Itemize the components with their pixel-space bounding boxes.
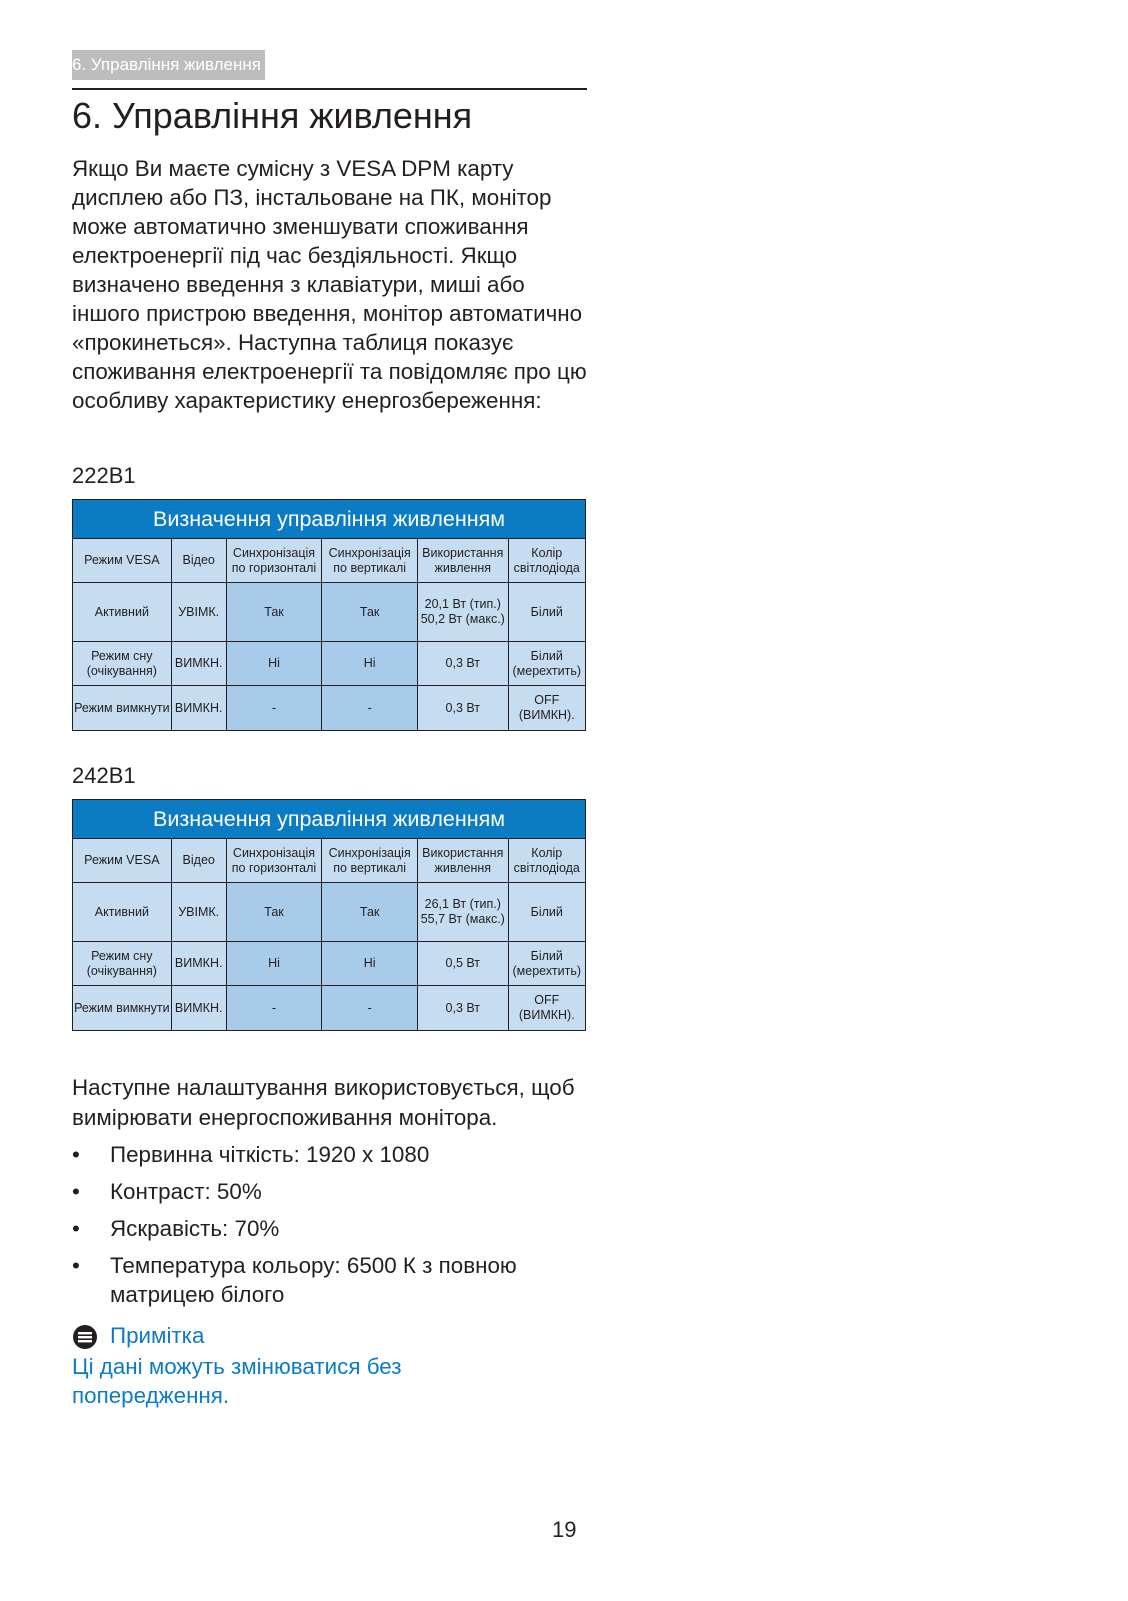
table-cell: Ні — [322, 642, 418, 686]
column-header: Відео — [171, 839, 226, 883]
table-row — [73, 942, 586, 986]
table-cell: Режим вимкнути — [73, 986, 172, 1031]
table-cell: - — [226, 986, 322, 1031]
table-row — [73, 642, 586, 686]
table-cell: 0,3 Вт — [417, 986, 508, 1031]
table-caption: Визначення управління живленням — [73, 800, 586, 839]
list-item-text: Яскравість: 70% — [110, 1216, 280, 1241]
table-cell: Режим сну (очікування) — [73, 642, 172, 686]
table-cell: Білий — [508, 583, 585, 642]
table-cell: ВИМКН. — [171, 986, 226, 1031]
list-item — [72, 1177, 592, 1206]
column-header: Колір світлодіода — [508, 539, 585, 583]
column-header: Синхронізація по вертикалі — [322, 839, 418, 883]
power-table-222b1 — [72, 499, 586, 731]
running-header: 6. Управління живлення — [72, 50, 265, 80]
column-header: Режим VESA — [73, 839, 172, 883]
table-row — [73, 883, 586, 942]
table-cell: ВИМКН. — [171, 686, 226, 731]
note-text: Ці дані можуть змінюватися без попередження. — [72, 1354, 402, 1408]
column-header: Відео — [171, 539, 226, 583]
table-row — [73, 686, 586, 731]
power-table-242b1 — [72, 799, 586, 1031]
column-header: Синхронізація по горизонталі — [226, 539, 322, 583]
column-header: Використання живлення — [417, 539, 508, 583]
intro-paragraph: Якщо Ви маєте сумісну з VESA DPM карту дисплею або ПЗ, інстальоване на ПК, монітор може автоматично зменшувати споживання електроенергії під час бездіяльності. Якщо визначено введення з клавіатури, миші або іншого пристрою введення, монітор автоматично «прокинеться». Наступна таблиця показує споживання електроенергії та повідомляє про цю особливу характеристику енергозбереження: — [72, 156, 587, 413]
table-cell: Так — [226, 583, 322, 642]
table-cell: Так — [322, 583, 418, 642]
bullet-icon: • — [72, 1253, 80, 1278]
column-header: Синхронізація по горизонталі — [226, 839, 322, 883]
table-cell: 0,3 Вт — [417, 686, 508, 731]
note-icon — [72, 1324, 98, 1350]
measurement-paragraph: Наступне налаштування використовується, щоб вимірювати енергоспоживання монітора. — [72, 1075, 575, 1130]
table-cell: Активний — [73, 883, 172, 942]
column-header: Режим VESA — [73, 539, 172, 583]
list-item — [72, 1214, 592, 1243]
column-header: Синхронізація по вертикалі — [322, 539, 418, 583]
table-cell: 0,5 Вт — [417, 942, 508, 986]
table-cell: 0,3 Вт — [417, 642, 508, 686]
settings-list — [72, 1140, 592, 1317]
header-divider — [72, 88, 587, 90]
table-cell: - — [322, 986, 418, 1031]
table-cell: - — [322, 686, 418, 731]
column-header: Використання живлення — [417, 839, 508, 883]
bullet-icon: • — [72, 1216, 80, 1241]
table-cell: Ні — [226, 942, 322, 986]
table-cell: 26,1 Вт (тип.) 55,7 Вт (макс.) — [417, 883, 508, 942]
model-label-242b1: 242B1 — [72, 763, 136, 788]
page-title: 6. Управління живлення — [72, 95, 473, 136]
table-cell: Білий (мерехтить) — [508, 942, 585, 986]
bullet-icon: • — [72, 1142, 80, 1167]
table-cell: OFF (ВИМКН). — [508, 686, 585, 731]
table-cell: Так — [322, 883, 418, 942]
column-header: Колір світлодіода — [508, 839, 585, 883]
table-row — [73, 583, 586, 642]
model-label-222b1: 222B1 — [72, 463, 136, 488]
table-cell: Ні — [322, 942, 418, 986]
table-cell: Білий — [508, 883, 585, 942]
note-label: Примітка — [110, 1323, 205, 1348]
table-cell: Так — [226, 883, 322, 942]
table-cell: - — [226, 686, 322, 731]
table-cell: Ні — [226, 642, 322, 686]
table-cell: Активний — [73, 583, 172, 642]
table-cell: OFF (ВИМКН). — [508, 986, 585, 1031]
table-cell: ВИМКН. — [171, 642, 226, 686]
list-item-text: Температура кольору: 6500 К з повною матрицею білого — [110, 1253, 517, 1307]
table-cell: Режим вимкнути — [73, 686, 172, 731]
list-item — [72, 1251, 592, 1309]
table-cell: Білий (мерехтить) — [508, 642, 585, 686]
list-item — [72, 1140, 592, 1169]
table-cell: УВІМК. — [171, 883, 226, 942]
table-cell: ВИМКН. — [171, 942, 226, 986]
bullet-icon: • — [72, 1179, 80, 1204]
table-row — [73, 986, 586, 1031]
table-cell: Режим сну (очікування) — [73, 942, 172, 986]
table-cell: 20,1 Вт (тип.) 50,2 Вт (макс.) — [417, 583, 508, 642]
table-cell: УВІМК. — [171, 583, 226, 642]
list-item-text: Контраст: 50% — [110, 1179, 262, 1204]
list-item-text: Первинна чіткість: 1920 x 1080 — [110, 1142, 430, 1167]
table-caption: Визначення управління живленням — [73, 500, 586, 539]
page-number: 19 — [552, 1517, 577, 1542]
